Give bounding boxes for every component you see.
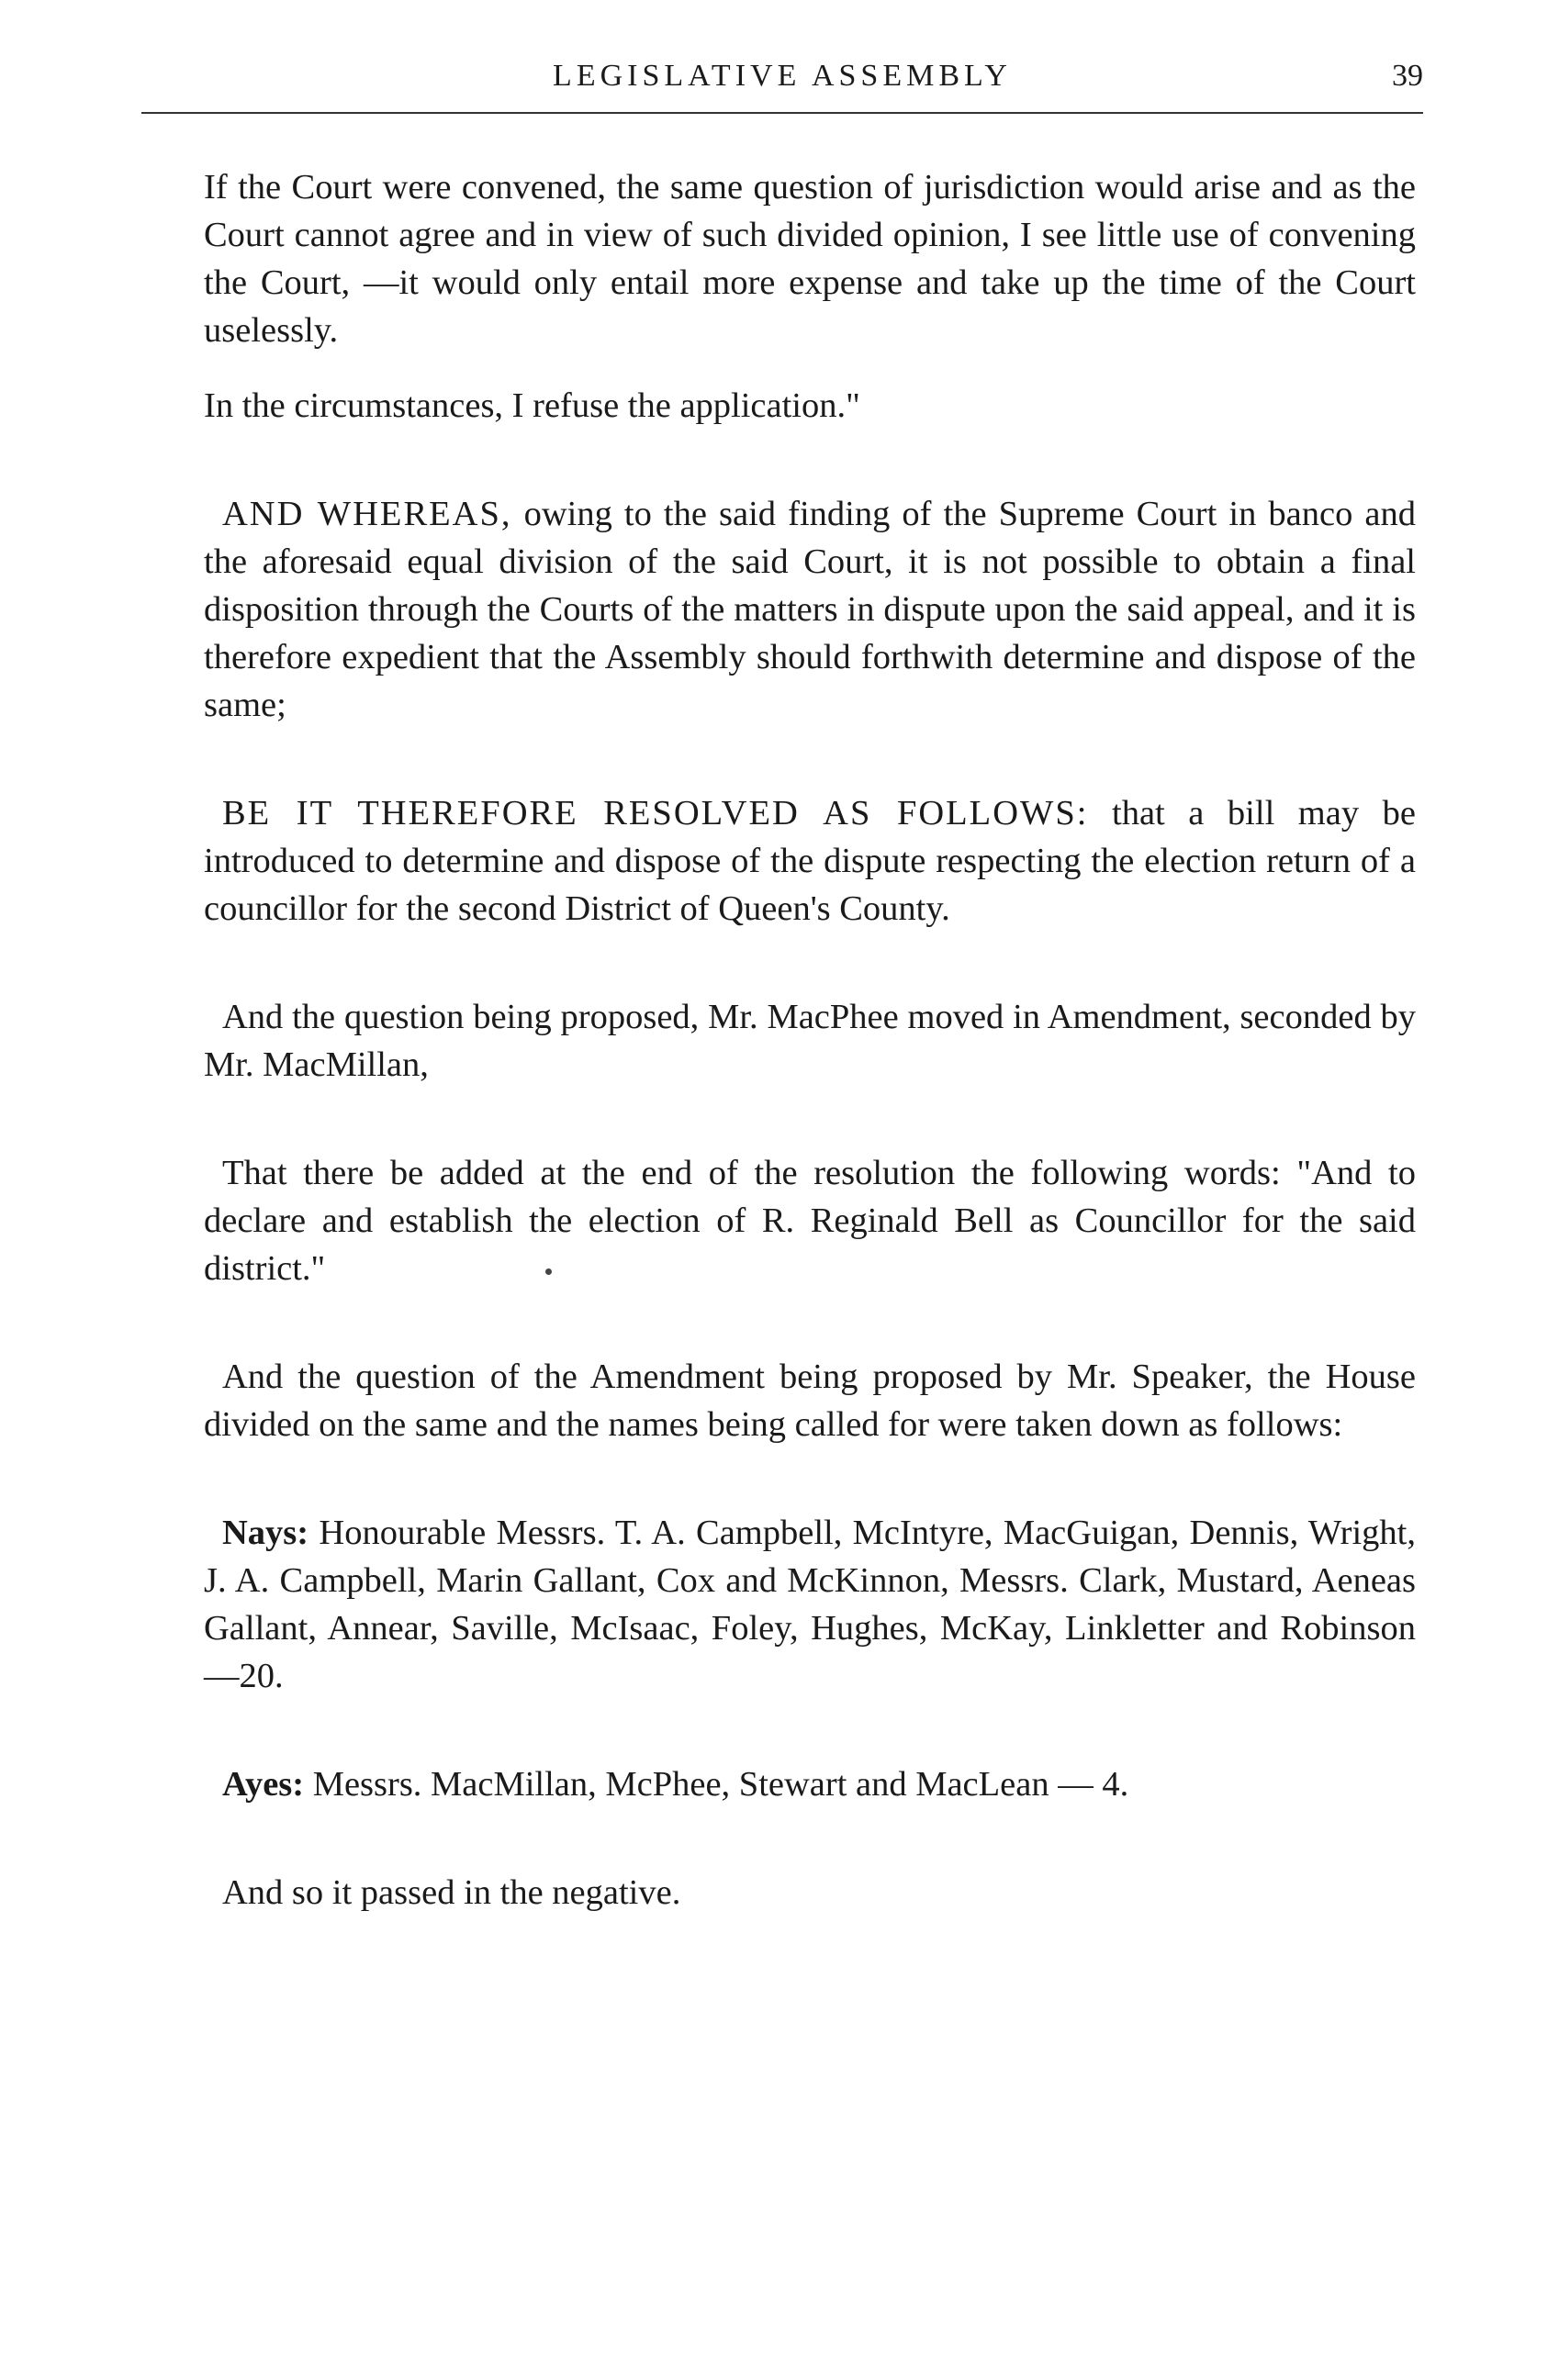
- paragraph-whereas: [204, 490, 1416, 729]
- page-body: [204, 163, 1416, 1916]
- resolution-lead-in: BE IT THEREFORE RESOLVED AS FOLLOWS:: [222, 794, 1089, 832]
- paragraph-refusal: In the circumstances, I refuse the application.": [204, 386, 860, 425]
- paragraph-amendment-motion: And the question being proposed, Mr. MacPhee moved in Amendment, seconded by Mr. MacMillan,: [204, 998, 1416, 1084]
- paragraph-amendment-text: [204, 1149, 1416, 1292]
- resolution-text: that a bill may be introduced to determine and dispose of the dispute respecting the election return of a councillor for the second District of Queen's County.: [204, 794, 1416, 928]
- page-number: 39: [1392, 59, 1423, 93]
- whereas-text: owing to the said finding of the Supreme Court in banco and the aforesaid equal division of the said Court, it is not possible to obtain a final disposition through the Courts of the matters in dispute upon the said appeal, and it is therefore expedient that the Assembly should forthwith determine and dispose of the same;: [204, 495, 1416, 724]
- paragraph-division: And the question of the Amendment being proposed by Mr. Speaker, the House divided on the same and the names being called for were taken down as follows:: [204, 1358, 1416, 1444]
- paragraph-result: And so it passed in the negative.: [222, 1873, 681, 1912]
- ayes-label: Ayes:: [222, 1765, 305, 1804]
- stray-dot-mark: [545, 1268, 552, 1275]
- nays-label: Nays:: [222, 1514, 309, 1552]
- paragraph-nays: [204, 1509, 1416, 1700]
- whereas-lead-in: AND WHEREAS,: [222, 495, 512, 533]
- page-header: [141, 53, 1423, 99]
- nays-names: Honourable Messrs. T. A. Campbell, McIntyre, MacGuigan, Dennis, Wright, J. A. Campbell, Marin Gallant, Cox and McKinnon, Messrs. Clark, Mustard, Aeneas Gallant, Annear, Saville, McIsaac, Foley, Hughes, McKay, Linkletter and Robinson —20.: [204, 1514, 1416, 1695]
- amendment-text: That there be added at the end of the resolution the following words: "And to declare and establish the election of R. Reginald Bell as Councillor for the said district.": [204, 1154, 1416, 1288]
- running-title: LEGISLATIVE ASSEMBLY: [553, 59, 1012, 93]
- header-rule: [141, 112, 1423, 114]
- paragraph-court-opinion: If the Court were convened, the same question of jurisdiction would arise and as the Court cannot agree and in view of such divided opinion, I see little use of convening the Court, —it would only entail more expense and take up the time of the Court uselessly.: [204, 168, 1416, 350]
- paragraph-ayes: [204, 1760, 1416, 1808]
- paragraph-resolution: [204, 789, 1416, 933]
- ayes-names: Messrs. MacMillan, McPhee, Stewart and MacLean — 4.: [304, 1765, 1129, 1804]
